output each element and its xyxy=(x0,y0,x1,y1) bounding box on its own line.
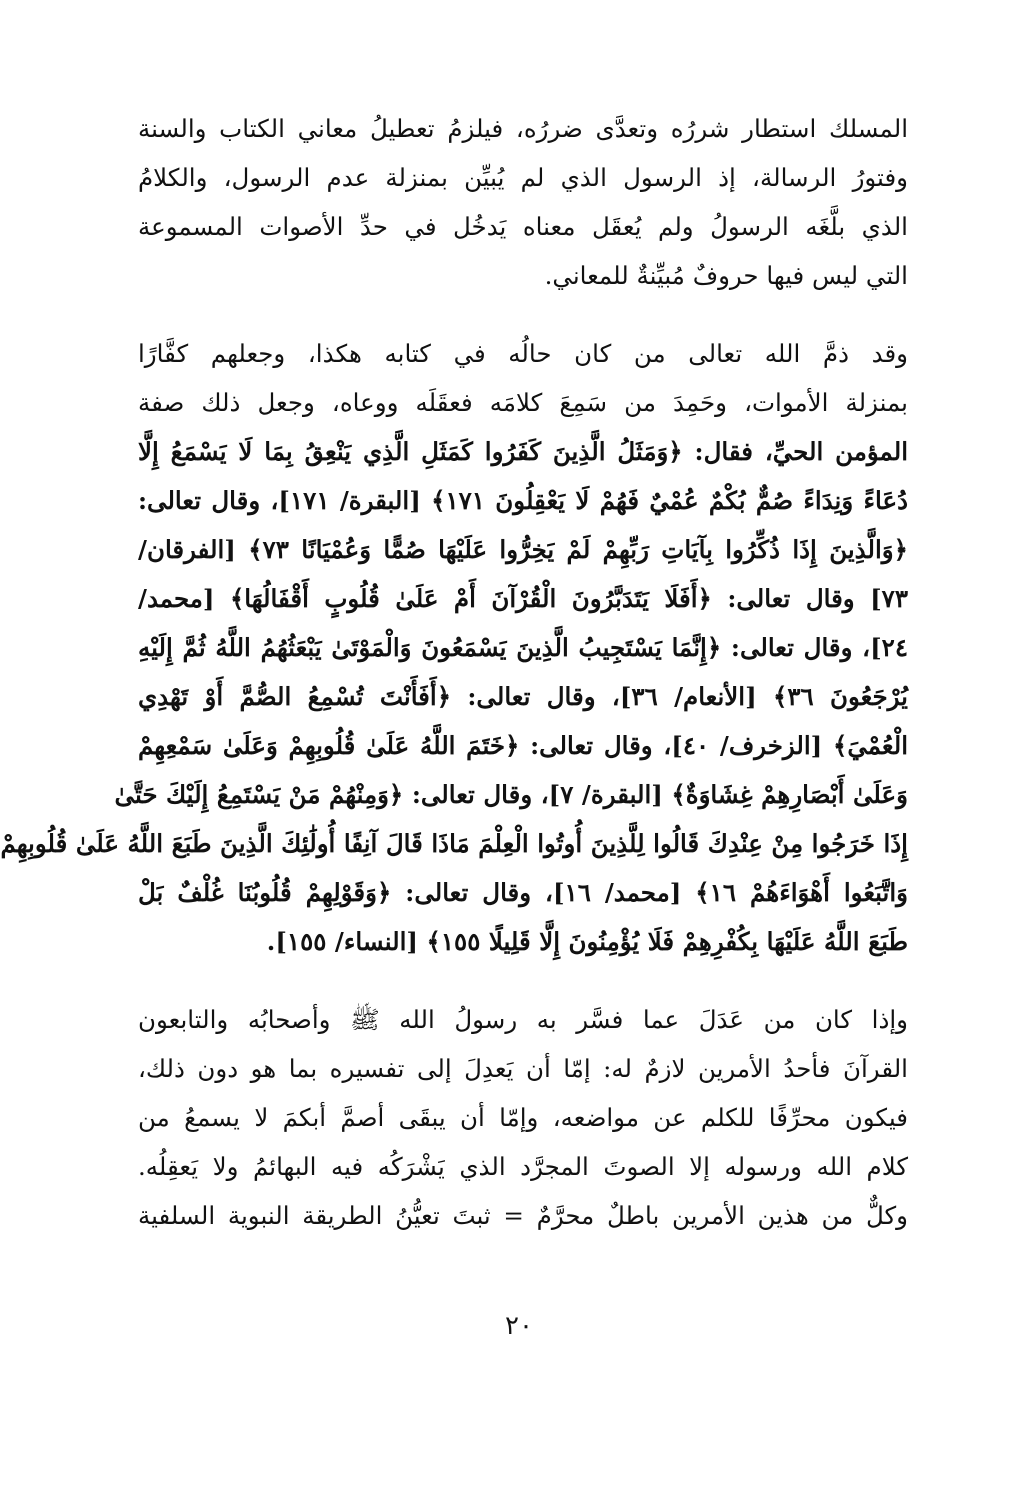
text-line: إِذَا خَرَجُوا مِنْ عِنْدِكَ قَالُوا لِلَّذِينَ أُوتُوا الْعِلْمَ مَاذَا قَالَ آنِفًا أُولَٰئِكَ الَّذِينَ طَبَعَ اللَّهُ عَلَىٰ قُلُوبِهِمْ xyxy=(0,829,908,858)
text-line: الْعُمْيَ﴾ [الزخرف/ ٤٠]، وقال تعالى: ﴿خَتَمَ اللَّهُ عَلَىٰ قُلُوبِهِمْ وَعَلَىٰ سَمْعِهِمْ xyxy=(138,731,909,760)
page-body xyxy=(0,104,909,1240)
text-line: وفتورُ الرسالة، إذ الرسول الذي لم يُبيِّن بمنزلة عدم الرسول، والكلامُ xyxy=(138,163,908,192)
text-line: ﴿وَالَّذِينَ إِذَا ذُكِّرُوا بِآيَاتِ رَبِّهِمْ لَمْ يَخِرُّوا عَلَيْهَا صُمًّا وَعُمْيَانًا ٧٣﴾ [الفرقان/ xyxy=(138,535,908,564)
paragraph-3 xyxy=(138,995,908,1240)
text-line: وَعَلَىٰ أَبْصَارِهِمْ غِشَاوَةٌ﴾ [البقرة/ ٧]، وقال تعالى: ﴿وَمِنْهُمْ مَنْ يَسْتَمِعُ إِلَيْكَ حَتَّىٰ xyxy=(114,780,908,809)
text-line: وَاتَّبَعُوا أَهْوَاءَهُمْ ١٦﴾ [محمد/ ١٦]، وقال تعالى: ﴿وَقَوْلِهِمْ قُلُوبُنَا غُلْفٌ بَلْ xyxy=(138,878,908,907)
paragraph-2 xyxy=(0,329,909,966)
text-line: بمنزلة الأموات، وحَمِدَ من سَمِعَ كلامَه فعقَلَه ووعاه، وجعل ذلك صفة xyxy=(138,388,908,417)
text-line: كلام الله ورسوله إلا الصوتَ المجرَّد الذي يَشْرَكُه فيه البهائمُ ولا يَعقِلُه. xyxy=(138,1152,908,1181)
text-line: المسلك استطار شررُه وتعدَّى ضررُه، فيلزمُ تعطيلُ معاني الكتاب والسنة xyxy=(138,114,908,143)
text-line: ٧٣] وقال تعالى: ﴿أَفَلَا يَتَدَبَّرُونَ الْقُرْآنَ أَمْ عَلَىٰ قُلُوبٍ أَقْفَالُهَا﴾ [محمد/ xyxy=(138,584,908,613)
page-number: ٢٠ xyxy=(505,1311,533,1341)
text-line: وقد ذمَّ الله تعالى من كان حالُه في كتابه هكذا، وجعلهم كفَّارًا xyxy=(138,339,908,368)
text-line: الذي بلَّغَه الرسولُ ولم يُعقَل معناه يَدخُل في حدِّ الأصوات المسموعة xyxy=(138,212,908,241)
text-line: المؤمن الحيِّ، فقال: ﴿وَمَثَلُ الَّذِينَ كَفَرُوا كَمَثَلِ الَّذِي يَنْعِقُ بِمَا لَا يَسْمَعُ إِلَّا xyxy=(138,437,908,466)
text-line: ٢٤]، وقال تعالى: ﴿إِنَّمَا يَسْتَجِيبُ الَّذِينَ يَسْمَعُونَ وَالْمَوْتَىٰ يَبْعَثُهُمُ اللَّهُ ثُمَّ إِلَيْهِ xyxy=(138,633,908,662)
text-line: يُرْجَعُونَ ٣٦﴾ [الأنعام/ ٣٦]، وقال تعالى: ﴿أَفَأَنْتَ تُسْمِعُ الصُّمَّ أَوْ تَهْدِي xyxy=(138,682,908,711)
text-line: التي ليس فيها حروفٌ مُبيِّنةٌ للمعاني. xyxy=(544,261,908,290)
text-line: وإذا كان من عَدَلَ عما فسَّر به رسولُ الله ﷺ وأصحابُه والتابعون xyxy=(138,1005,908,1034)
paragraph-spacer xyxy=(138,966,908,995)
text-line: القرآنَ فأحدُ الأمرين لازمٌ له: إمّا أن يَعدِلَ إلى تفسيره بما هو دون ذلك، xyxy=(138,1054,908,1083)
paragraph-1 xyxy=(138,104,908,300)
paragraph-spacer xyxy=(138,300,908,329)
text-line: وكلٌّ من هذين الأمرين باطلٌ محرَّمٌ = ثبتَ تعيُّنُ الطريقة النبوية السلفية xyxy=(138,1201,908,1230)
text-line: طَبَعَ اللَّهُ عَلَيْهَا بِكُفْرِهِمْ فَلَا يُؤْمِنُونَ إِلَّا قَلِيلًا ١٥٥﴾ [النساء/ ١٥٥]. xyxy=(266,927,908,956)
text-line: دُعَاءً وَنِدَاءً صُمٌّ بُكْمٌ عُمْيٌ فَهُمْ لَا يَعْقِلُونَ ١٧١﴾ [البقرة/ ١٧١]، وقال تعالى: xyxy=(138,486,909,515)
text-line: فيكون محرِّفًا للكلم عن مواضعه، وإمّا أن يبقَى أصمَّ أبكمَ لا يسمعُ من xyxy=(138,1103,908,1132)
